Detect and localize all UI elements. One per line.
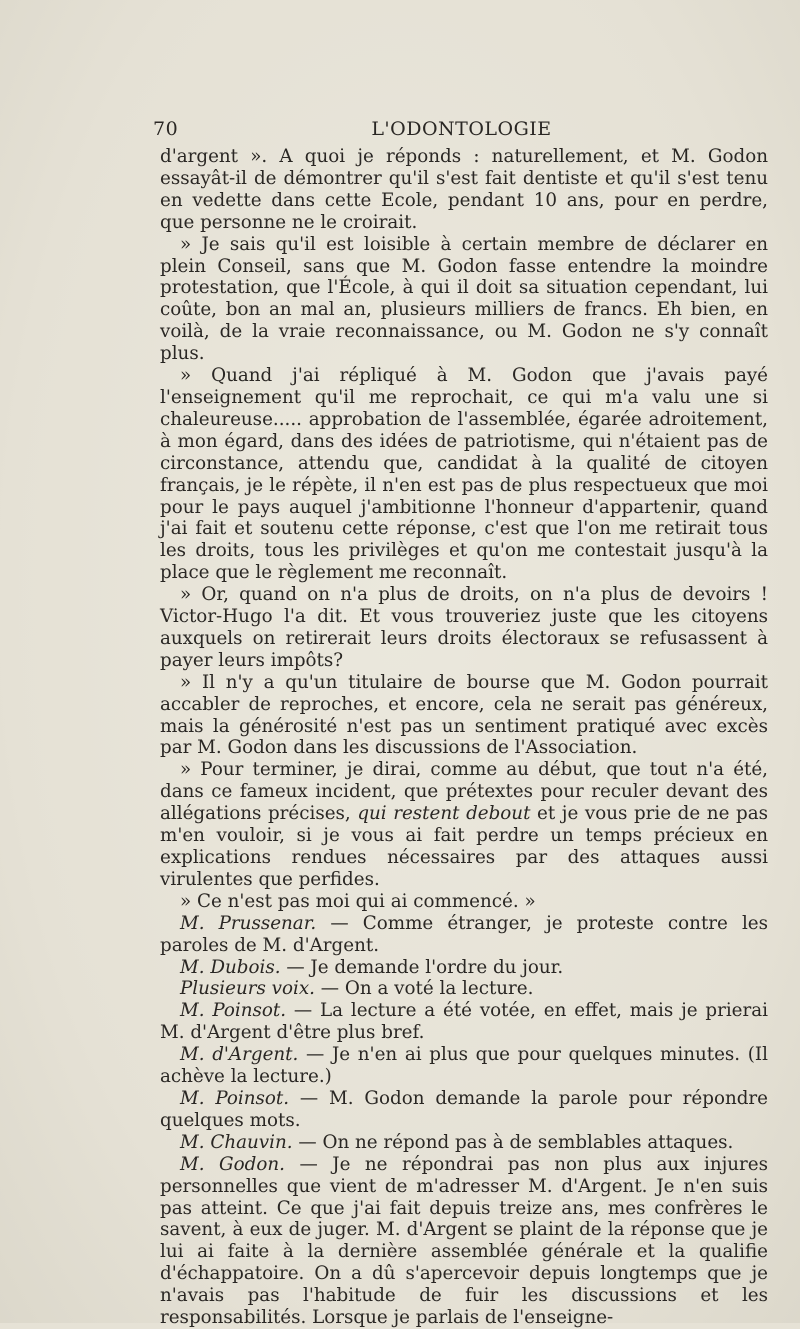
speaker-line: M. Chauvin. — On ne répond pas à de semblables attaques. xyxy=(180,1131,734,1153)
paragraph: » Ce n'est pas moi qui ai commencé. » xyxy=(180,890,536,912)
speaker-name: M. Prussenar. xyxy=(180,912,317,934)
page-number: 70 xyxy=(153,118,179,140)
paragraph: d'argent ». A quoi je réponds : naturellement, et M. Godon essayât-il de démontrer qu'il s'est fait dentiste et qu'il s'est tenu en vedette dans cette Ecole, pendant 10 ans, pour en perdre, que personne ne le croirait. xyxy=(160,146,768,233)
emphasis: qui restent debout xyxy=(357,803,531,825)
paragraph: » Quand j'ai répliqué à M. Godon que j'avais payé l'enseignement qu'il me reprochait, ce qui m'a valu une si chaleureuse..... approbation de l'assemblée, égarée adroitement, à mon égard, dans des idées de patriotisme, qui n'étaient pas de circonstance, attendu que, candidat à la qualité de citoyen français, je le répète, il n'en est pas de plus respectueux que moi pour le pays auquel j'ambitionne l'honneur d'appartenir, quand j'ai fait et soutenu cette réponse, c'est que l'on me retirait tous les droits, tous les privilèges et qu'on me contestait jusqu'à la place que le règlement me reconnaît. xyxy=(160,365,768,584)
speaker-name: M. Poinsot. xyxy=(180,1000,287,1022)
speaker-name: M. d'Argent. xyxy=(180,1044,299,1066)
paragraph: » Or, quand on n'a plus de droits, on n'a plus de devoirs ! Victor-Hugo l'a dit. Et vous trouveriez juste que les citoyens auxquels on retirerait leurs droits électoraux se refusassent à payer leurs impôts? xyxy=(160,584,768,671)
speaker-line: Plusieurs voix. — On a voté la lecture. xyxy=(180,978,534,1000)
speaker-name: M. Dubois. xyxy=(180,956,281,978)
speaker-line: M. d'Argent. — Je n'en ai plus que pour quelques minutes. (Il achève la lecture.) xyxy=(160,1044,768,1088)
speaker-name: Plusieurs voix. xyxy=(180,978,315,1000)
paragraph: » Il n'y a qu'un titulaire de bourse que M. Godon pourrait accabler de reproches, et encore, cela ne serait pas généreux, mais la générosité n'est pas un sentiment pratiqué avec excès par M. Godon dans les discussions de l'Association. xyxy=(160,671,768,759)
speaker-line: M. Godon. — Je ne répondrai pas non plus aux injures personnelles que vient de m'adresser M. d'Argent. Je n'en suis pas atteint. Ce que j'ai fait depuis treize ans, mes confrères le savent, à eux de juger. M. d'Argent se plaint de la réponse que je lui ai faite à la dernière assemblée générale et la qualifie d'échappatoire. On a dû s'apercevoir depuis longtemps que je n'avais pas l'habitude de fuir les discussions et les responsabilités. Lorsque je parlais de l'enseigne- xyxy=(160,1153,769,1329)
paragraph: » Pour terminer, je dirai, comme au début, que tout n'a été, dans ce fameux incident, que prétextes pour reculer devant des allégations précises, qui restent debout et je vous prie de ne pas m'en vouloir, si je vous ai fait perdre un temps précieux en explications rendues nécessaires par des attaques aussi virulentes que perfides. xyxy=(160,759,768,890)
speaker-name: M. Poinsot. xyxy=(180,1087,290,1109)
speaker-line: M. Poinsot. — La lecture a été votée, en effet, mais je prierai M. d'Argent d'être plus bref. xyxy=(160,1000,768,1044)
speaker-line: M. Prussenar. — Comme étranger, je proteste contre les paroles de M. d'Argent. xyxy=(160,912,768,956)
speaker-line: M. Dubois. — Je demande l'ordre du jour. xyxy=(180,956,564,978)
paragraph: » Je sais qu'il est loisible à certain membre de déclarer en plein Conseil, sans que M. Godon fasse entendre la moindre protestation, que l'École, à qui il doit sa situation cependant, lui coûte, bon an mal an, plusieurs milliers de francs. Eh bien, en voilà, de la vraie reconnaissance, ou M. Godon ne s'y connaît plus. xyxy=(160,233,768,365)
body-text xyxy=(160,146,768,1329)
running-title: L'ODONTOLOGIE xyxy=(371,118,552,140)
speaker-line: M. Poinsot. — M. Godon demande la parole pour répondre quelques mots. xyxy=(160,1087,768,1131)
page-header xyxy=(153,118,770,144)
speaker-name: M. Chauvin. xyxy=(180,1131,293,1153)
speaker-name: M. Godon. xyxy=(180,1153,285,1175)
